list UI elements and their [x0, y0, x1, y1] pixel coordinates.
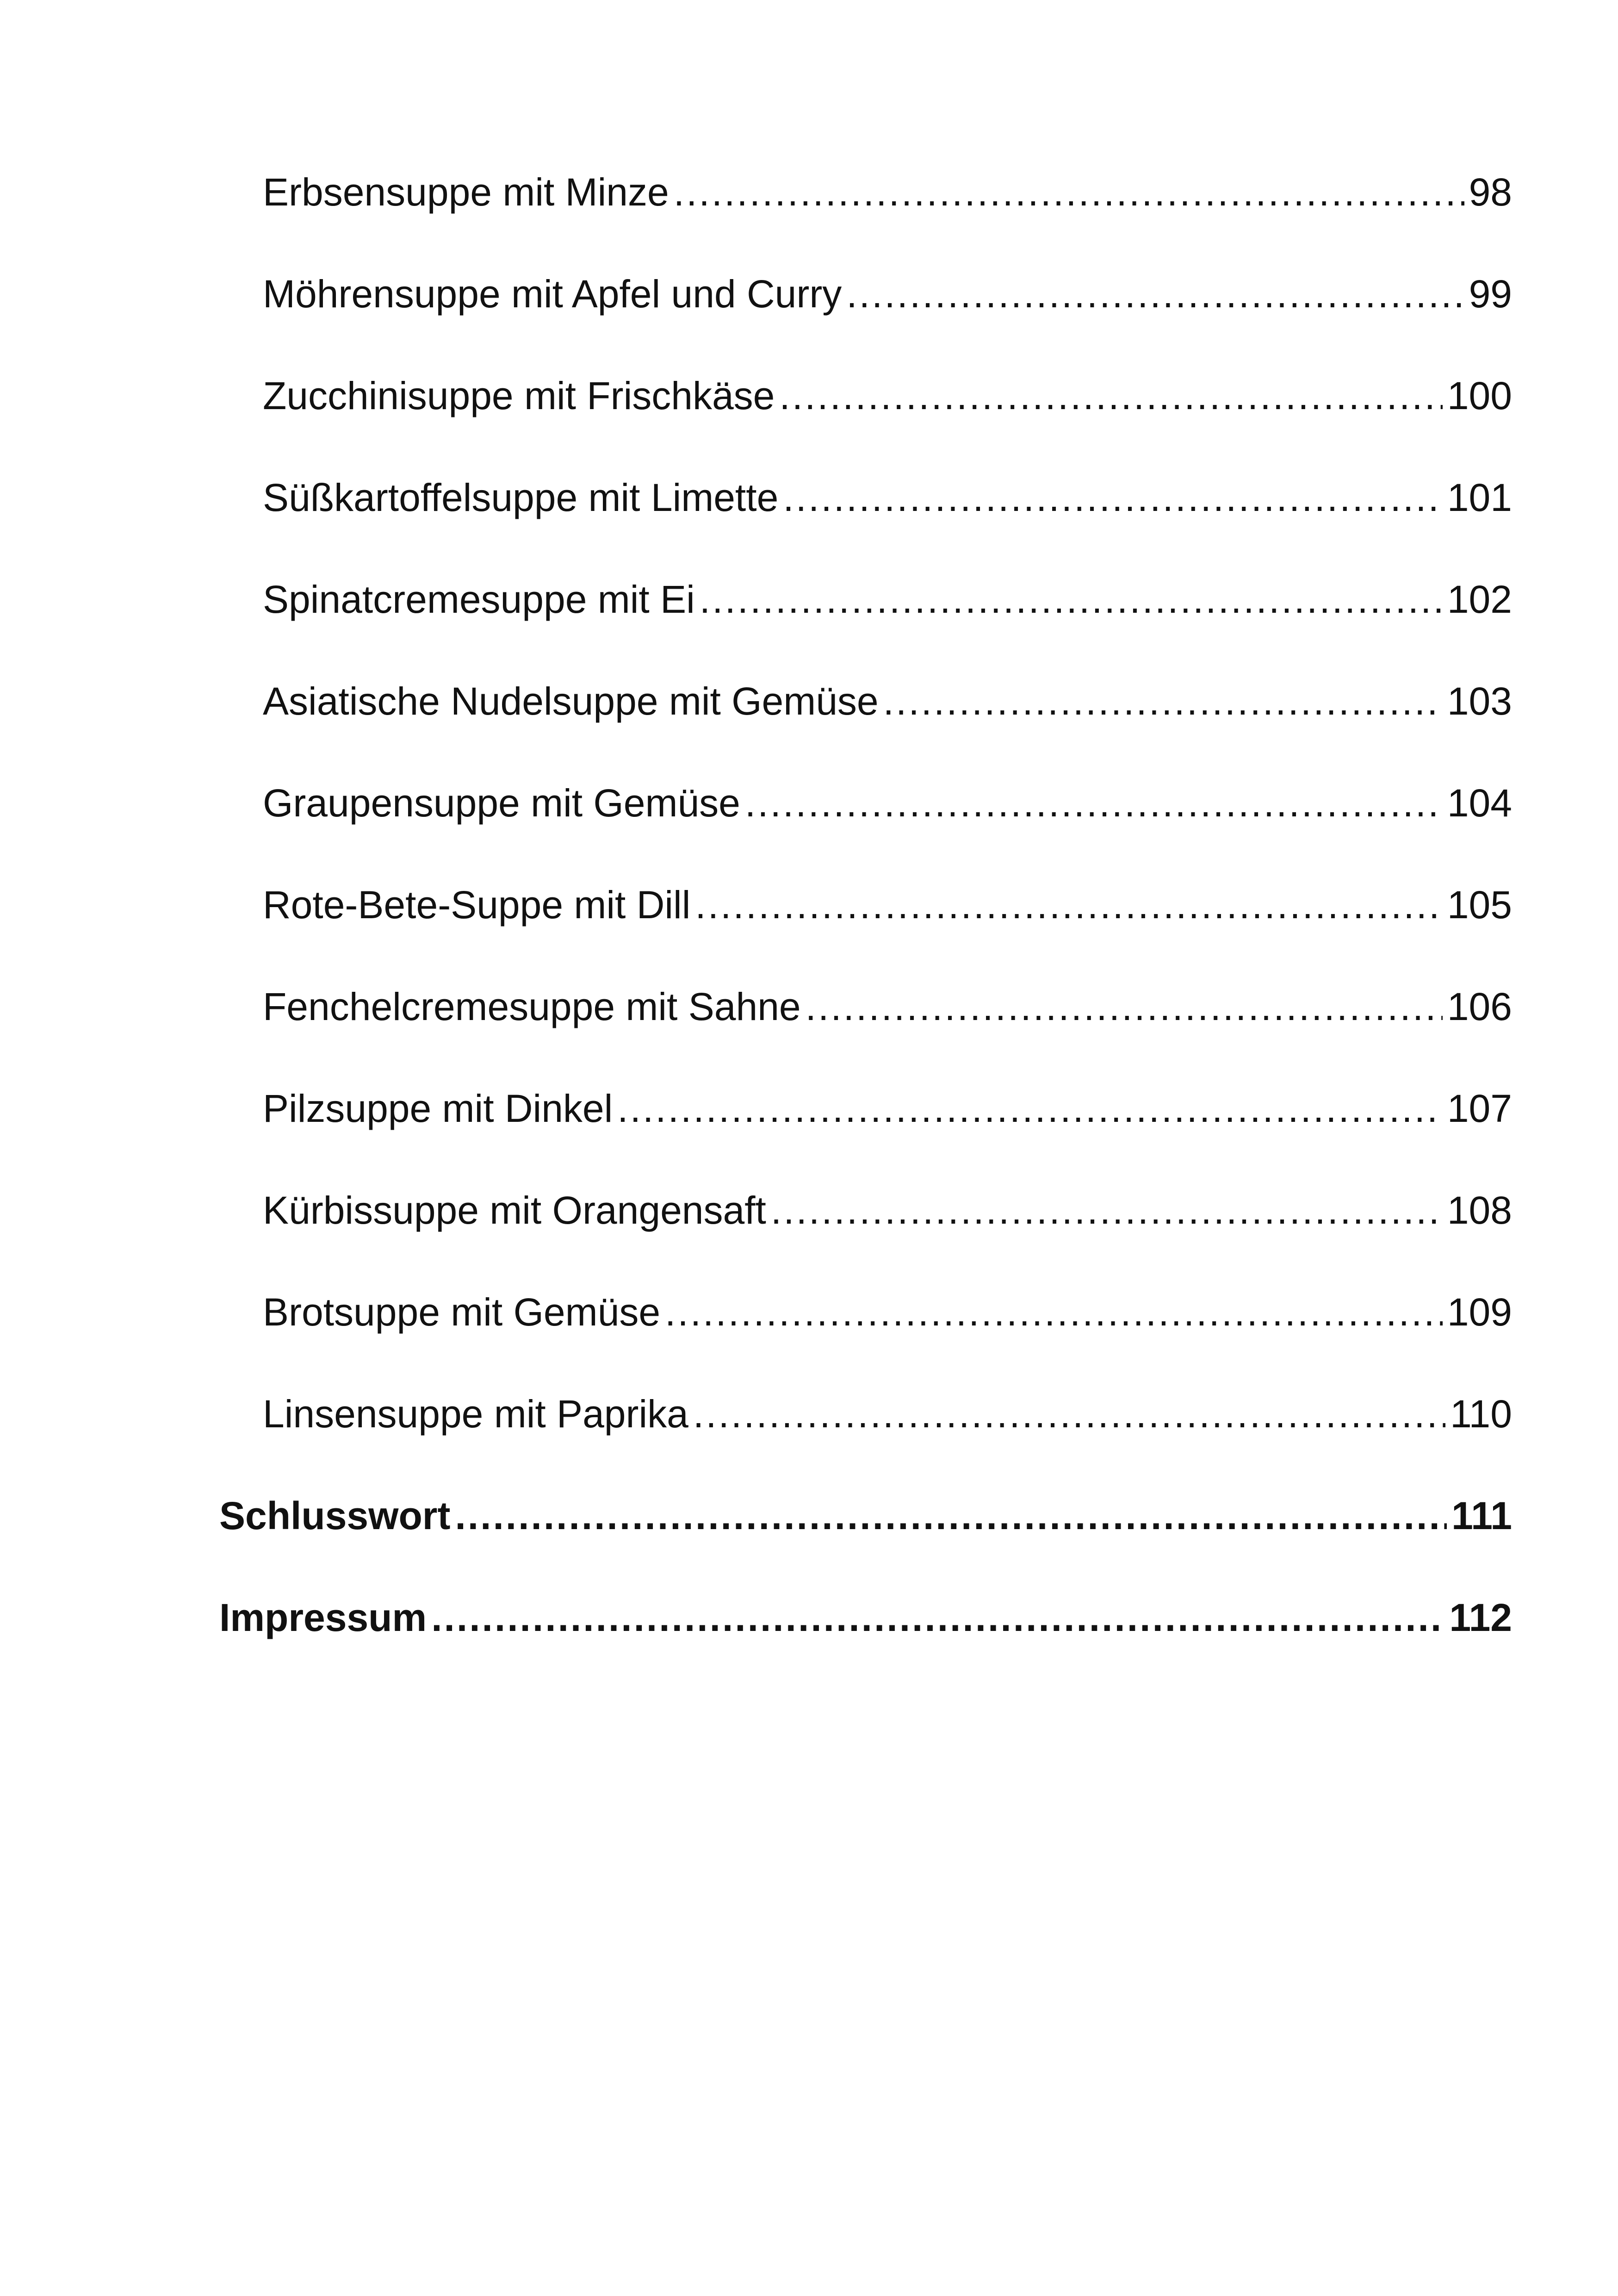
- toc-page-number: 101: [1447, 476, 1512, 519]
- toc-page-number: 103: [1447, 679, 1512, 723]
- toc-entry-title: Pilzsuppe mit Dinkel: [263, 1087, 613, 1130]
- toc-page-number: 108: [1447, 1188, 1512, 1232]
- toc-entry-title: Spinatcremesuppe mit Ei: [263, 578, 695, 621]
- toc-page-number: 110: [1450, 1392, 1512, 1436]
- toc-entry-moehrensuppe[interactable]: [263, 268, 1512, 319]
- toc-entry-schlusswort[interactable]: [219, 1490, 1512, 1541]
- toc-entry-kuerbissuppe[interactable]: [263, 1185, 1512, 1236]
- toc-entry-title: Impressum: [219, 1596, 427, 1639]
- toc-entry-title: Linsensuppe mit Paprika: [263, 1392, 688, 1436]
- toc-entry-brotsuppe[interactable]: [263, 1287, 1512, 1338]
- toc-dot-leader: [674, 167, 1464, 218]
- toc-entry-title: Asiatische Nudelsuppe mit Gemüse: [263, 679, 879, 723]
- toc-entry-linsensuppe[interactable]: [263, 1388, 1512, 1439]
- toc-entry-rote-bete-suppe[interactable]: [263, 879, 1512, 930]
- toc-dot-leader: [846, 268, 1464, 319]
- toc-page-number: 106: [1447, 985, 1512, 1028]
- toc-page-number: 105: [1447, 883, 1512, 927]
- toc-entry-title: Schlusswort: [219, 1494, 451, 1537]
- toc-dot-leader: [883, 676, 1443, 727]
- toc-dot-leader: [693, 1388, 1445, 1439]
- toc-entry-pilzsuppe[interactable]: [263, 1083, 1512, 1134]
- toc-entry-title: Graupensuppe mit Gemüse: [263, 781, 740, 825]
- toc-dot-leader: [700, 574, 1443, 625]
- toc-page-number: 111: [1451, 1494, 1512, 1537]
- toc-dot-leader: [695, 879, 1442, 930]
- toc-page-number: 100: [1447, 374, 1512, 417]
- toc-page-number: 99: [1469, 272, 1512, 316]
- toc-dot-leader: [806, 981, 1443, 1032]
- toc-entry-asiatische-nudelsuppe[interactable]: [263, 676, 1512, 727]
- toc-dot-leader: [745, 778, 1443, 828]
- toc-page-number: 112: [1449, 1596, 1512, 1639]
- toc-entry-title: Rote-Bete-Suppe mit Dill: [263, 883, 691, 927]
- toc-entry-title: Süßkartoffelsuppe mit Limette: [263, 476, 779, 519]
- toc-dot-leader: [665, 1287, 1443, 1338]
- toc-entry-title: Zucchinisuppe mit Frischkäse: [263, 374, 775, 417]
- toc-entry-zucchinisuppe[interactable]: [263, 370, 1512, 421]
- toc-entry-graupensuppe[interactable]: [263, 778, 1512, 828]
- toc-entry-fenchelcremesuppe[interactable]: [263, 981, 1512, 1032]
- toc-dot-leader: [779, 370, 1442, 421]
- toc-dot-leader: [455, 1490, 1447, 1541]
- toc-entry-title: Möhrensuppe mit Apfel und Curry: [263, 272, 842, 316]
- toc-entry-impressum[interactable]: [219, 1592, 1512, 1643]
- toc-page-number: 109: [1447, 1290, 1512, 1334]
- toc-dot-leader: [431, 1592, 1444, 1643]
- toc-page-number: 104: [1447, 781, 1512, 825]
- toc-entry-title: Kürbissuppe mit Orangensaft: [263, 1188, 766, 1232]
- toc-entry-title: Erbsensuppe mit Minze: [263, 170, 669, 214]
- toc-entry-title: Brotsuppe mit Gemüse: [263, 1290, 661, 1334]
- toc-dot-leader: [617, 1083, 1443, 1134]
- toc-dot-leader: [771, 1185, 1443, 1236]
- toc-page-number: 107: [1447, 1087, 1512, 1130]
- toc-dot-leader: [783, 472, 1443, 523]
- toc-entry-spinatcremesuppe[interactable]: [263, 574, 1512, 625]
- toc-entry-erbsensuppe[interactable]: [263, 167, 1512, 218]
- toc-entry-suesskartoffelsuppe[interactable]: [263, 472, 1512, 523]
- toc-page-number: 102: [1447, 578, 1512, 621]
- toc-entry-title: Fenchelcremesuppe mit Sahne: [263, 985, 801, 1028]
- toc-page-number: 98: [1469, 170, 1512, 214]
